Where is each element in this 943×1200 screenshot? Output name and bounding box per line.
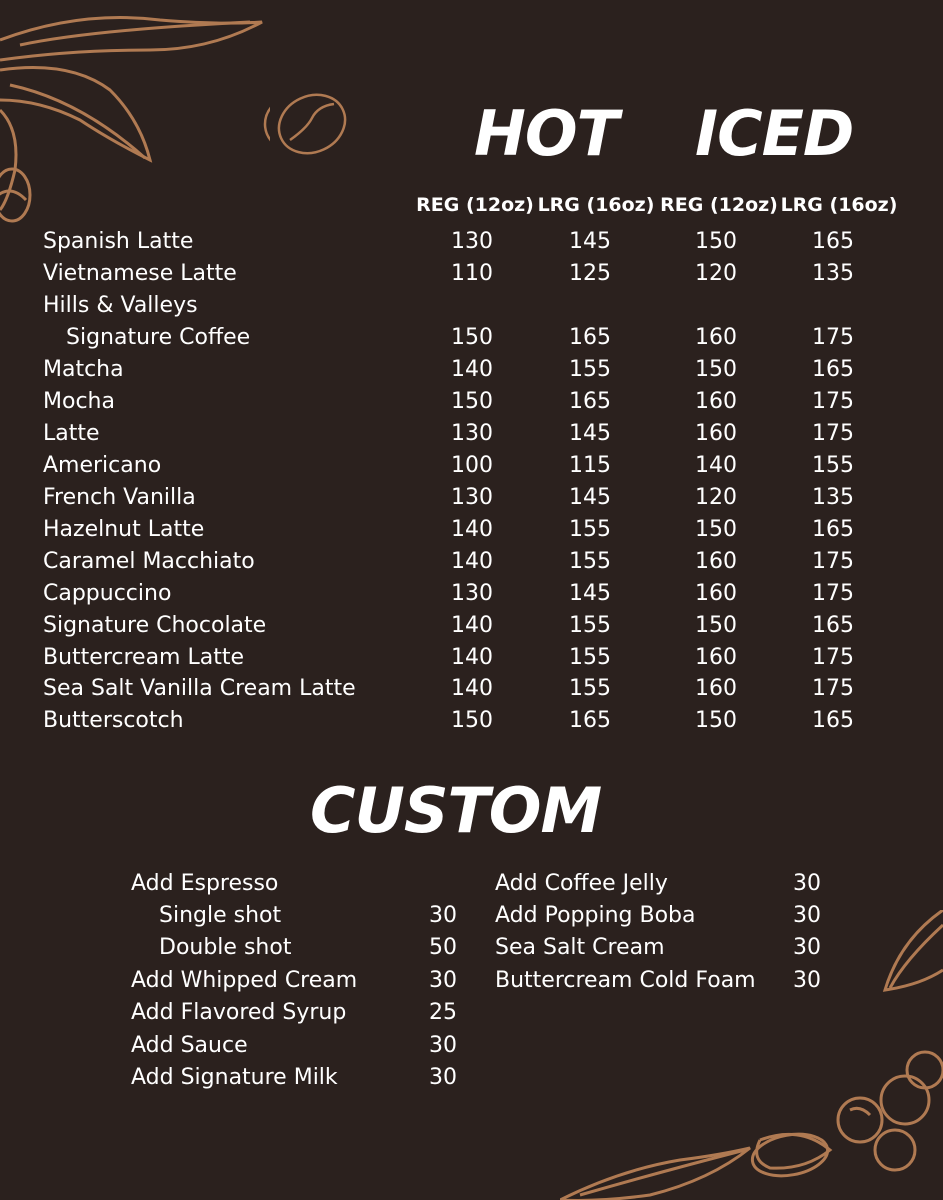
- price-hot-lrg: 165: [569, 708, 611, 733]
- custom-item-price: 30: [429, 1033, 457, 1058]
- menu-row: [0, 258, 943, 290]
- custom-item-name: Single shot: [159, 903, 282, 928]
- price-iced-reg: 160: [695, 549, 737, 574]
- menu-item-name: Americano: [43, 453, 162, 478]
- menu-item-name: Spanish Latte: [43, 229, 194, 254]
- size-label-hot-lrg: LRG (16oz): [537, 194, 655, 216]
- price-hot-reg: 130: [451, 229, 493, 254]
- price-hot-lrg: 155: [569, 676, 611, 701]
- price-hot-reg: 150: [451, 325, 493, 350]
- price-hot-reg: 140: [451, 549, 493, 574]
- coffee-leaves-top-left-illustration: [0, 0, 270, 260]
- price-iced-lrg: 175: [812, 549, 854, 574]
- price-hot-lrg: 125: [569, 261, 611, 286]
- custom-item-price: 25: [429, 1000, 457, 1025]
- price-hot-reg: 150: [451, 708, 493, 733]
- menu-item-name: Matcha: [43, 357, 124, 382]
- menu-row: [0, 673, 943, 705]
- coffee-bean-icon: [272, 88, 352, 160]
- price-iced-reg: 150: [695, 229, 737, 254]
- price-hot-lrg: 145: [569, 229, 611, 254]
- menu-row: [0, 450, 943, 482]
- custom-item-price: 30: [793, 871, 821, 896]
- price-iced-reg: 160: [695, 389, 737, 414]
- menu-item-name: Caramel Macchiato: [43, 549, 255, 574]
- price-iced-lrg: 175: [812, 421, 854, 446]
- price-iced-lrg: 175: [812, 676, 854, 701]
- menu-row: [0, 354, 943, 386]
- price-hot-reg: 130: [451, 421, 493, 446]
- price-iced-lrg: 165: [812, 517, 854, 542]
- menu-row: [0, 386, 943, 418]
- custom-item-price: 30: [429, 968, 457, 993]
- size-label-hot-reg: REG (12oz): [416, 194, 534, 216]
- price-hot-reg: 140: [451, 676, 493, 701]
- price-hot-reg: 130: [451, 485, 493, 510]
- menu-item-name: Buttercream Latte: [43, 645, 245, 670]
- menu-row: [0, 546, 943, 578]
- price-iced-reg: 160: [695, 645, 737, 670]
- menu-row: [0, 226, 943, 258]
- price-hot-lrg: 155: [569, 357, 611, 382]
- menu-item-name: Vietnamese Latte: [43, 261, 237, 286]
- menu-item-name: Hazelnut Latte: [43, 517, 205, 542]
- custom-item-name: Add Whipped Cream: [131, 968, 358, 993]
- price-iced-lrg: 135: [812, 485, 854, 510]
- price-hot-reg: 150: [451, 389, 493, 414]
- menu-item-name: Signature Chocolate: [43, 613, 267, 638]
- menu-row: [0, 642, 943, 674]
- menu-item-name: Mocha: [43, 389, 115, 414]
- custom-item-name: Add Espresso: [131, 871, 279, 896]
- custom-item-price: 30: [793, 903, 821, 928]
- menu-item-name: French Vanilla: [43, 485, 196, 510]
- menu-row: [0, 418, 943, 450]
- price-iced-reg: 150: [695, 357, 737, 382]
- price-iced-reg: 160: [695, 421, 737, 446]
- custom-item-price: 30: [793, 968, 821, 993]
- menu-item-name: Cappuccino: [43, 581, 172, 606]
- custom-item-name: Add Signature Milk: [131, 1065, 338, 1090]
- price-hot-reg: 130: [451, 581, 493, 606]
- menu-row: [0, 322, 943, 354]
- price-iced-lrg: 165: [812, 357, 854, 382]
- price-iced-lrg: 175: [812, 325, 854, 350]
- custom-item-name: Add Popping Boba: [495, 903, 696, 928]
- price-hot-reg: 100: [451, 453, 493, 478]
- price-hot-lrg: 155: [569, 613, 611, 638]
- price-hot-lrg: 155: [569, 645, 611, 670]
- price-iced-reg: 150: [695, 708, 737, 733]
- size-label-iced-lrg: LRG (16oz): [780, 194, 898, 216]
- menu-row: [0, 578, 943, 610]
- price-hot-lrg: 115: [569, 453, 611, 478]
- price-iced-reg: 160: [695, 676, 737, 701]
- menu-item-name: Butterscotch: [43, 708, 184, 733]
- iced-heading: ICED: [695, 97, 854, 170]
- price-hot-reg: 110: [451, 261, 493, 286]
- price-iced-lrg: 175: [812, 581, 854, 606]
- price-iced-reg: 150: [695, 517, 737, 542]
- price-iced-lrg: 175: [812, 389, 854, 414]
- custom-item-name: Buttercream Cold Foam: [495, 968, 756, 993]
- price-hot-lrg: 145: [569, 581, 611, 606]
- price-hot-lrg: 155: [569, 549, 611, 574]
- menu-row: [0, 514, 943, 546]
- menu-item-name: Sea Salt Vanilla Cream Latte: [43, 676, 356, 701]
- price-iced-lrg: 175: [812, 645, 854, 670]
- custom-item-name: Double shot: [159, 935, 292, 960]
- price-hot-lrg: 165: [569, 389, 611, 414]
- price-hot-reg: 140: [451, 613, 493, 638]
- menu-row: [0, 290, 943, 322]
- size-label-iced-reg: REG (12oz): [660, 194, 778, 216]
- menu-item-name: Hills & Valleys: [43, 293, 198, 318]
- custom-item-price: 30: [429, 1065, 457, 1090]
- menu-row: [0, 610, 943, 642]
- custom-heading: CUSTOM: [310, 774, 602, 847]
- menu-item-name: Signature Coffee: [66, 325, 251, 350]
- custom-item-price: 50: [429, 935, 457, 960]
- price-iced-reg: 160: [695, 325, 737, 350]
- custom-item-name: Sea Salt Cream: [495, 935, 665, 960]
- custom-item-price: 30: [793, 935, 821, 960]
- price-hot-lrg: 145: [569, 421, 611, 446]
- menu-row: [0, 705, 943, 737]
- price-iced-lrg: 135: [812, 261, 854, 286]
- price-hot-lrg: 155: [569, 517, 611, 542]
- custom-item-price: 30: [429, 903, 457, 928]
- menu-row: [0, 482, 943, 514]
- price-iced-lrg: 165: [812, 229, 854, 254]
- price-hot-lrg: 145: [569, 485, 611, 510]
- price-iced-reg: 120: [695, 261, 737, 286]
- price-iced-lrg: 165: [812, 708, 854, 733]
- price-iced-reg: 140: [695, 453, 737, 478]
- price-iced-lrg: 155: [812, 453, 854, 478]
- custom-item-name: Add Sauce: [131, 1033, 248, 1058]
- price-hot-reg: 140: [451, 517, 493, 542]
- menu-item-name: Latte: [43, 421, 100, 446]
- custom-item-name: Add Coffee Jelly: [495, 871, 668, 896]
- price-iced-reg: 160: [695, 581, 737, 606]
- price-iced-reg: 150: [695, 613, 737, 638]
- price-hot-reg: 140: [451, 645, 493, 670]
- hot-heading: HOT: [474, 97, 618, 170]
- price-iced-reg: 120: [695, 485, 737, 510]
- price-hot-lrg: 165: [569, 325, 611, 350]
- price-hot-reg: 140: [451, 357, 493, 382]
- custom-item-name: Add Flavored Syrup: [131, 1000, 347, 1025]
- price-iced-lrg: 165: [812, 613, 854, 638]
